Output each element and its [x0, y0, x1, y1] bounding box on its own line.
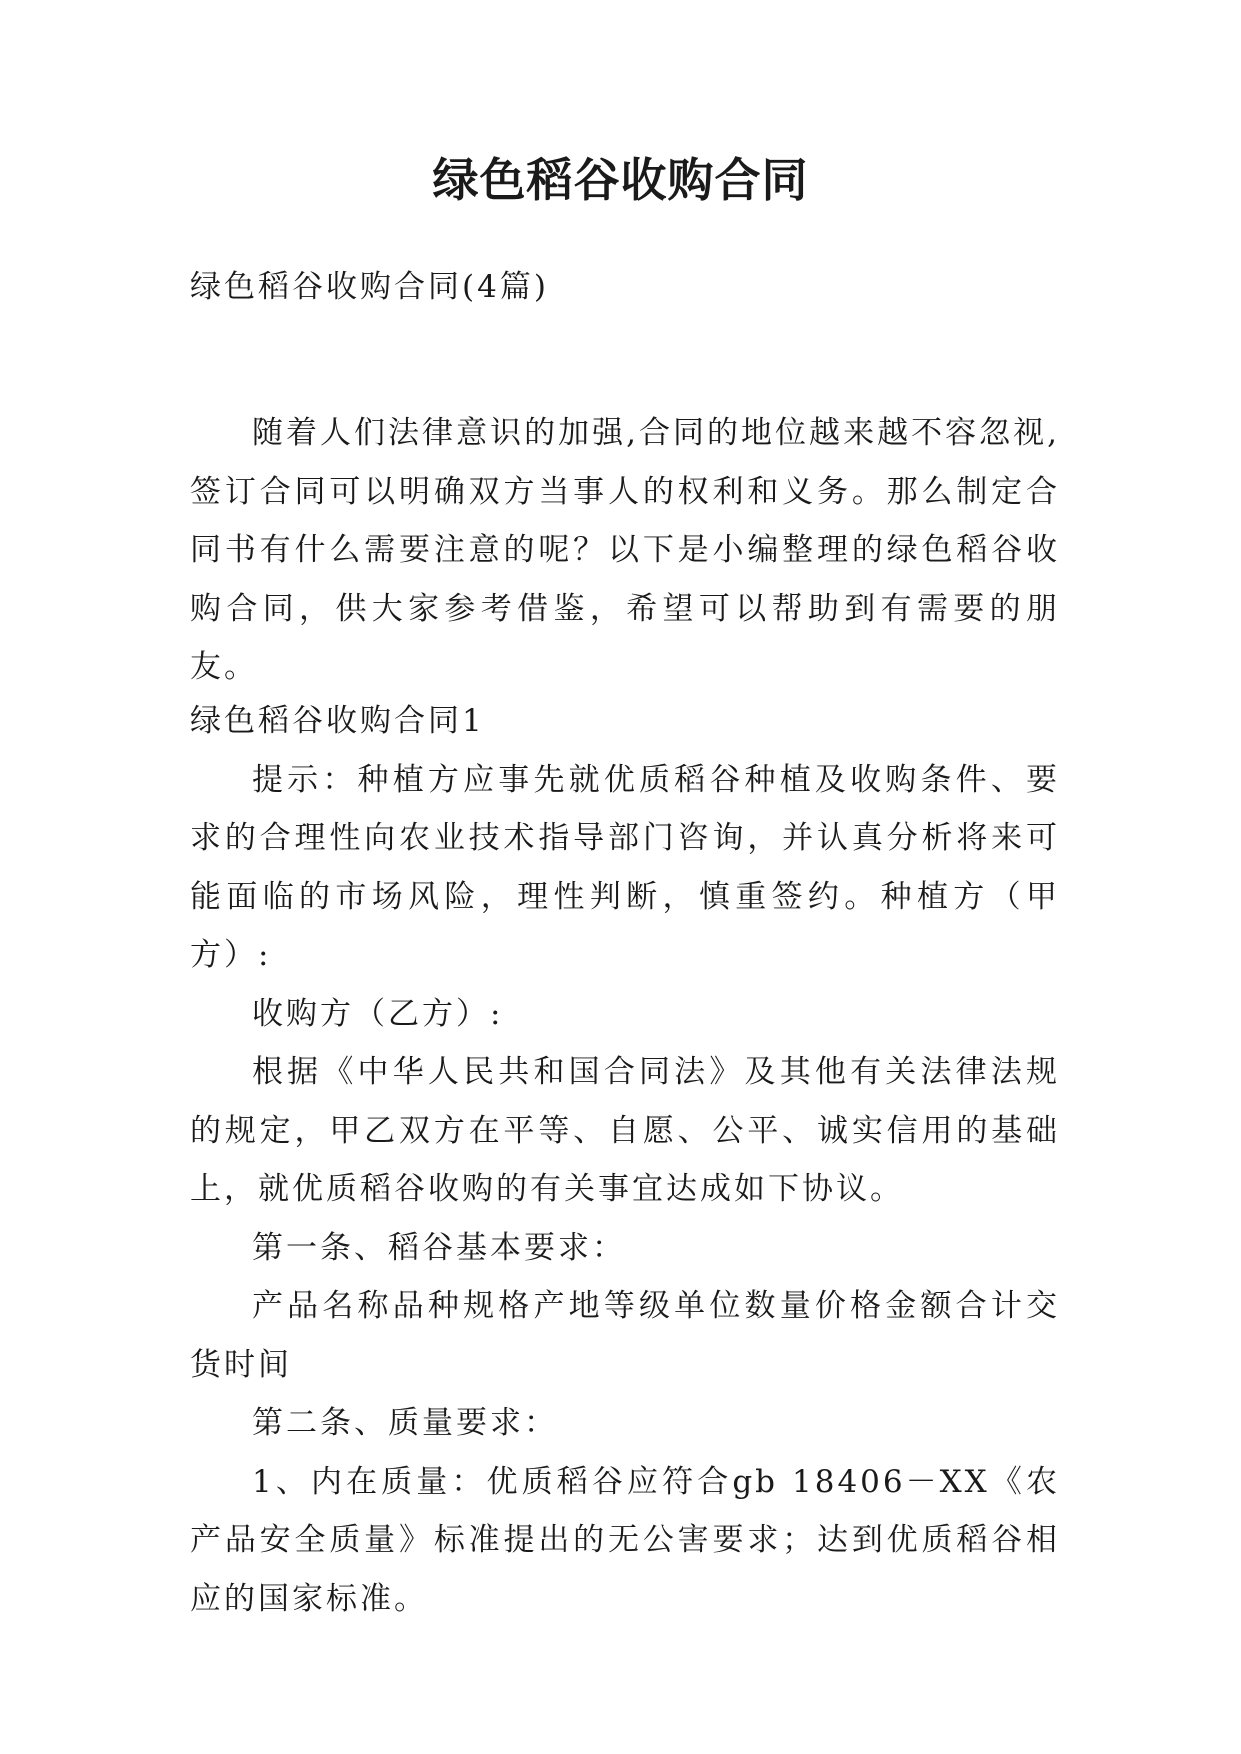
document-subtitle: 绿色稻谷收购合同(4篇)	[190, 269, 549, 305]
paragraph-buyer: 收购方（乙方）:	[252, 995, 504, 1032]
document-title: 绿色稻谷收购合同	[432, 153, 809, 207]
article-2-item-1: 1、内在质量：优质稻谷应符合gb 18406－XX《农产品安全质量》标准提出的无公害要求；达到优质稻谷相应的国家标准。	[190, 1463, 1060, 1617]
article-1-heading: 第一条、稻谷基本要求：	[252, 1229, 626, 1266]
paragraph-legal-basis: 根据《中华人民共和国合同法》及其他有关法律法规的规定，甲乙双方在平等、自愿、公平、诚实信用的基础上，就优质稻谷收购的有关事宜达成如下协议。	[190, 1054, 1060, 1207]
section-heading: 绿色稻谷收购合同1	[190, 703, 485, 739]
intro-block	[190, 404, 1060, 697]
intro-paragraph: 随着人们法律意识的加强,合同的地位越来越不容忽视,签订合同可以明确双方当事人的权利和义务。那么制定合同书有什么需要注意的呢？以下是小编整理的绿色稻谷收购合同，供大家参考借鉴，希望可以帮助到有需要的朋友。	[190, 415, 1060, 685]
article-1-fields: 产品名称品种规格产地等级单位数量价格金额合计交货时间	[190, 1288, 1060, 1383]
contract-body	[190, 692, 1060, 1628]
subtitle-block	[190, 258, 1060, 317]
article-2-heading: 第二条、质量要求：	[252, 1405, 558, 1441]
paragraph-notice: 提示：种植方应事先就优质稻谷种植及收购条件、要求的合理性向农业技术指导部门咨询，并认真分析将来可能面临的市场风险，理性判断，慎重签约。种植方（甲方）:	[190, 761, 1060, 973]
